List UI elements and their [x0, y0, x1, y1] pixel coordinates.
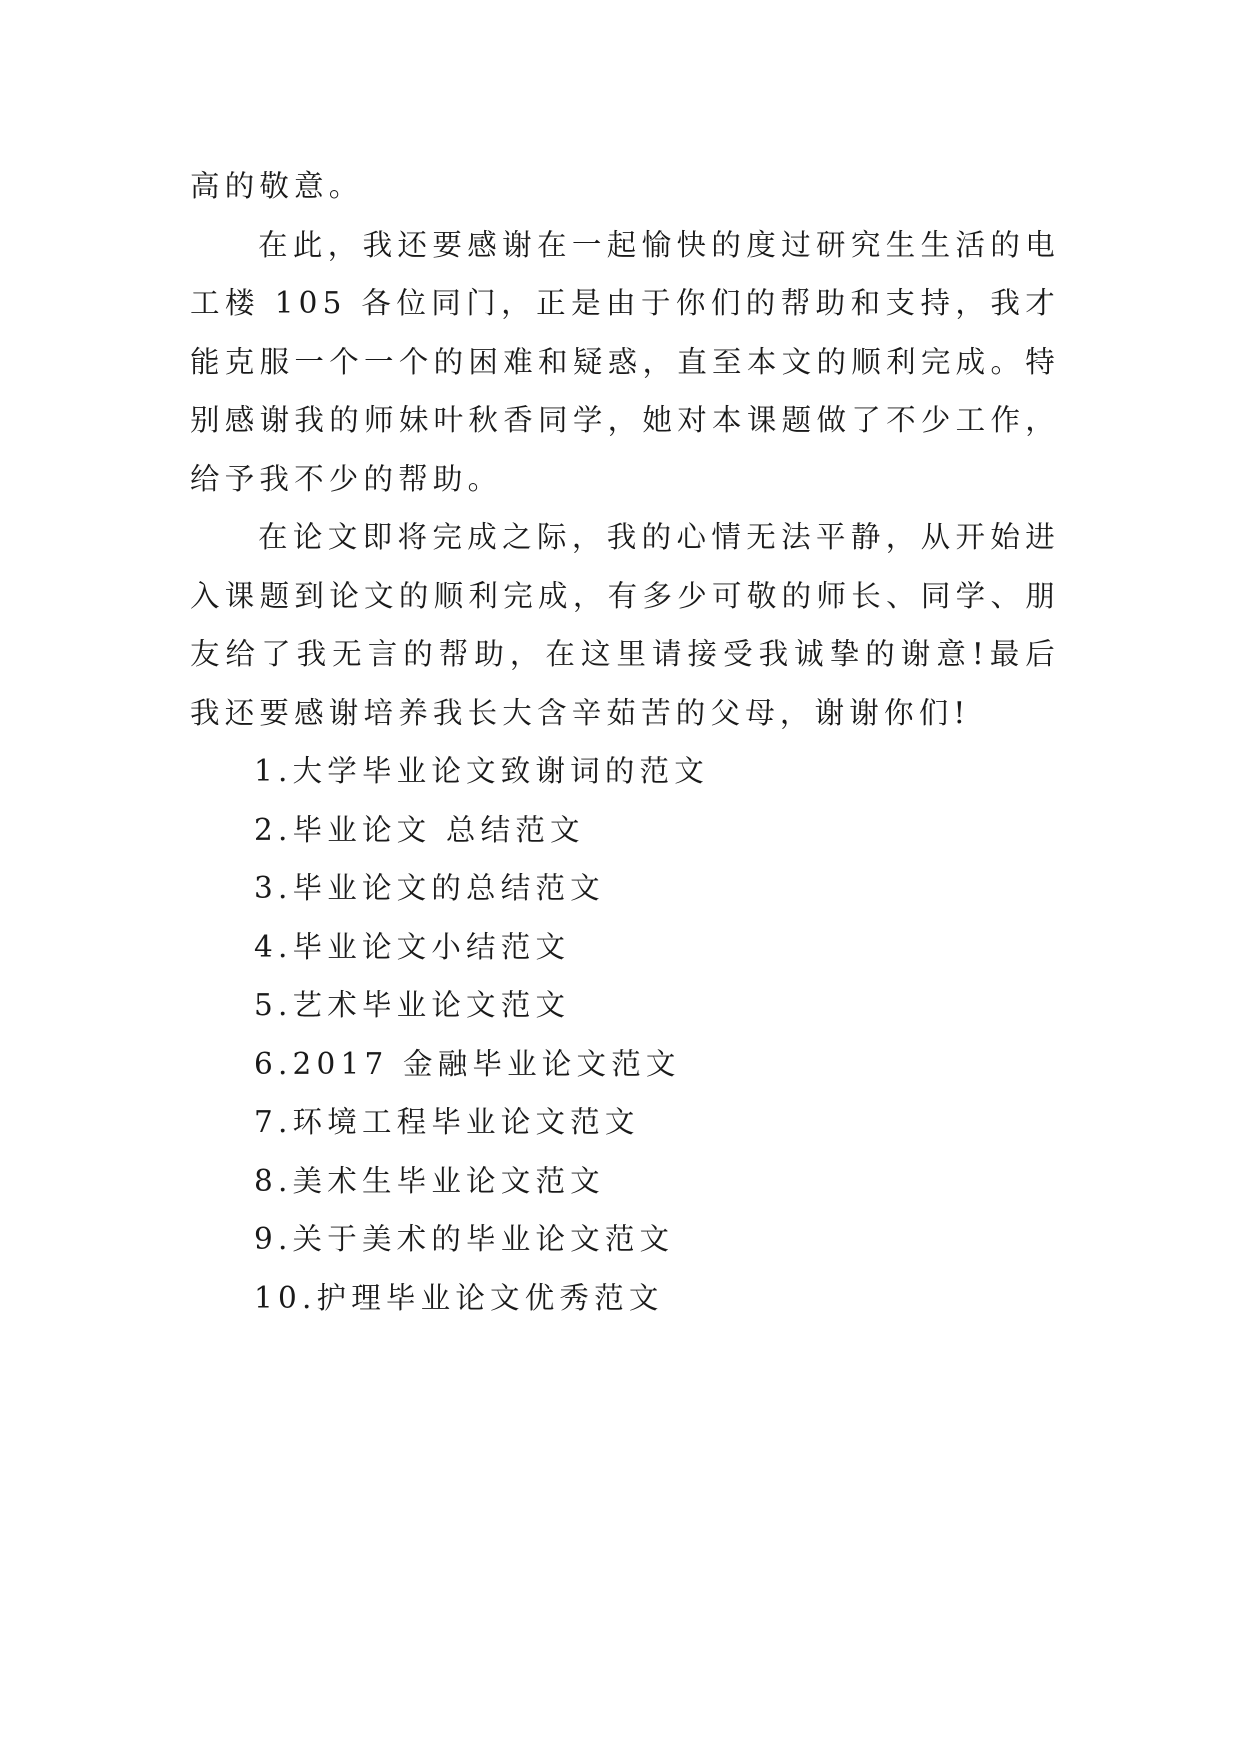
list-item: 3.毕业论文的总结范文 — [254, 871, 605, 905]
list-item: 8.美术生毕业论文范文 — [254, 1163, 605, 1198]
paragraph-closing-fragment: 高的敬意。 — [190, 169, 364, 203]
paragraph-thanks-parents: 在论文即将完成之际，我的心情无法平静，从开始进入课题到论文的顺利完成，有多少可敬的师长、同学、朋友给了我无言的帮助，在这里请接受我诚挚的谢意!最后我还要感谢培养我长大含辛茹苦的父母，谢谢你们! — [190, 520, 1060, 730]
document-body — [190, 157, 1060, 1327]
list-item: 6.2017 金融毕业论文范文 — [254, 1046, 681, 1081]
list-item: 10.护理毕业论文优秀范文 — [254, 1280, 664, 1315]
list-item: 7.环境工程毕业论文范文 — [254, 1105, 640, 1139]
related-articles-list — [190, 742, 1060, 1327]
paragraph-thanks-classmates: 在此，我还要感谢在一起愉快的度过研究生生活的电工楼 105 各位同门，正是由于你们的帮助和支持，我才能克服一个一个的困难和疑惑，直至本文的顺利完成。特别感谢我的师妹叶秋香同学，她对本课题做了不少工作，给予我不少的帮助。 — [190, 227, 1060, 496]
list-item: 2.毕业论文 总结范文 — [254, 812, 585, 847]
list-item: 9.关于美术的毕业论文范文 — [254, 1222, 675, 1256]
list-item: 4.毕业论文小结范文 — [254, 929, 571, 964]
list-item: 5.艺术毕业论文范文 — [254, 988, 571, 1022]
list-item: 1.大学毕业论文致谢词的范文 — [254, 754, 709, 788]
